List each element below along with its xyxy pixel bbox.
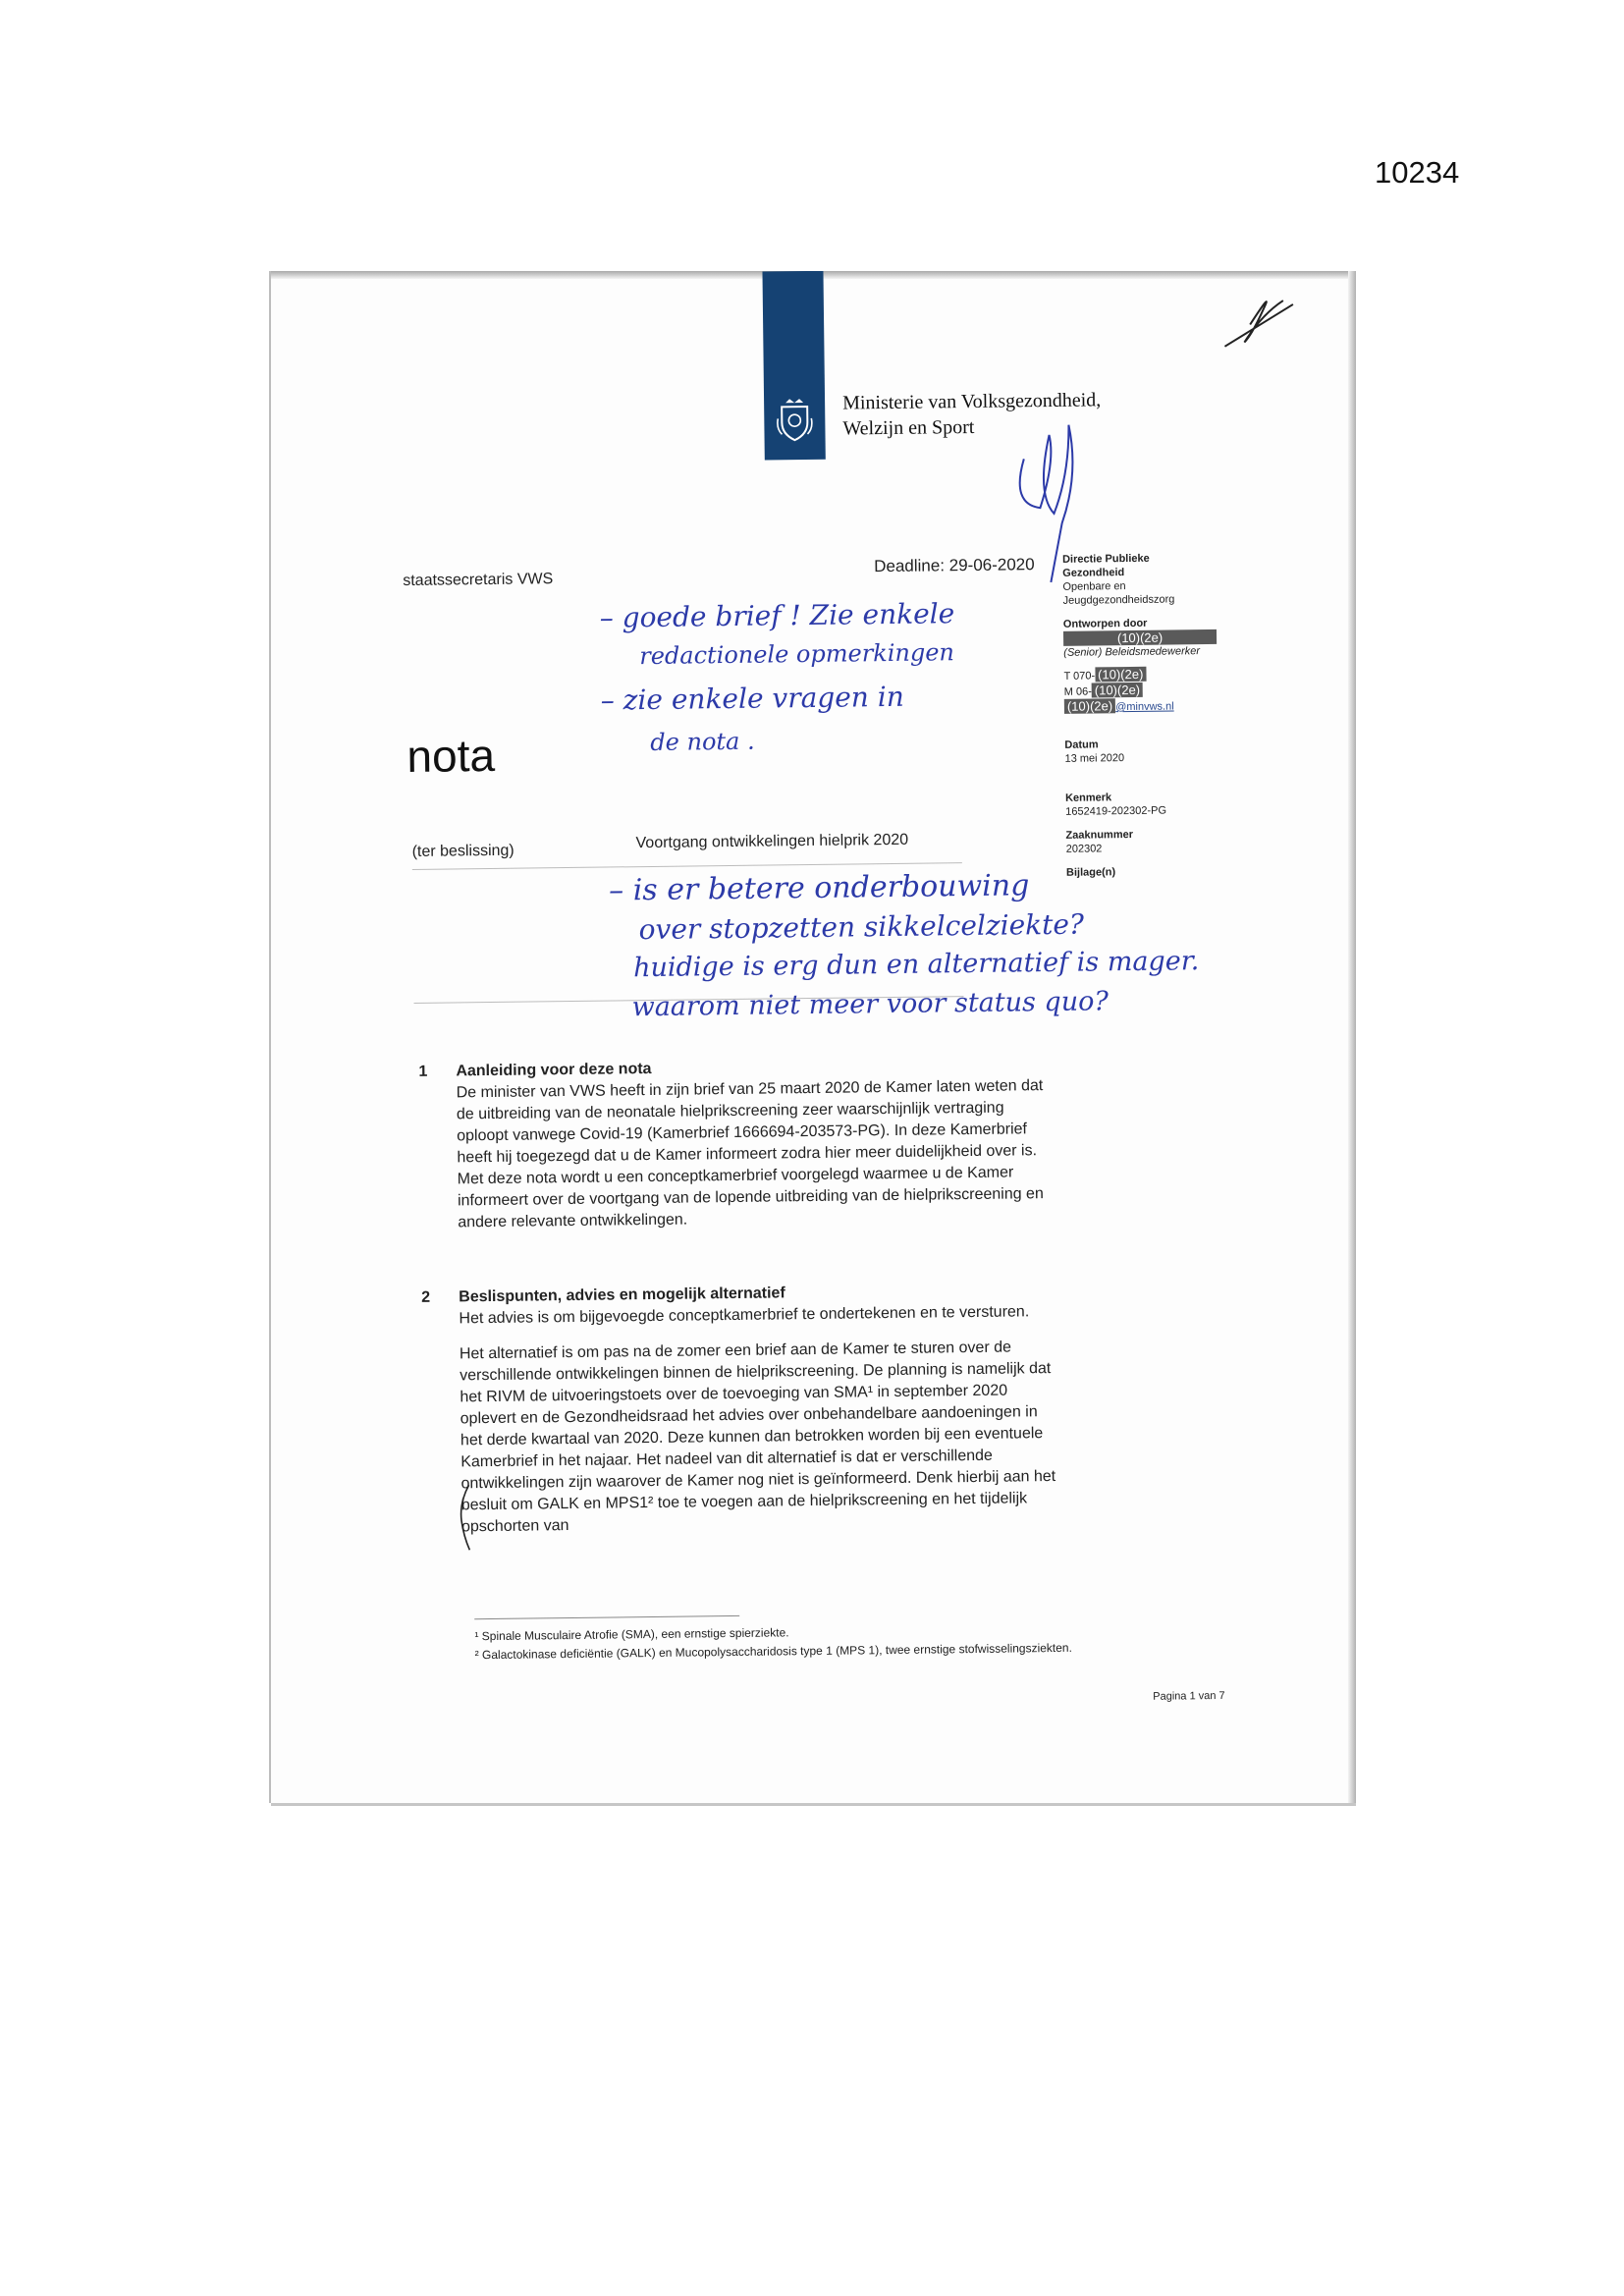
deadline: Deadline: 29-06-2020: [874, 555, 1035, 576]
directorate-line1: Directie Publieke: [1062, 552, 1150, 566]
document-type-title: nota: [406, 729, 496, 783]
section-heading: Beslispunten, advies en mogelijk alternatief: [459, 1285, 785, 1306]
subject-line: Voortgang ontwikkelingen hielprik 2020: [635, 831, 909, 852]
scanned-page: [271, 271, 1356, 1803]
section-number: 1: [418, 1063, 428, 1080]
section-text: De minister van VWS heeft in zijn brief van 25 maart 2020 de Kamer laten weten dat de uitbreiding van de neonatale hielprikscreening zeer waarschijnlijk vertraging oploopt vanwege Covid-19 (Kamerbrief 1666694-203573-PG). In deze Kamerbrief heeft hij toegezegd dat u de Kamer informeert zodra hier meer duidelijkheid over is. Met deze nota wordt u een conceptkamerbrief voorgelegd waarmee u de Kamer informeert over de voortgang van de lopende uitbreiding van de hielprikscreening en andere relevante ontwikkelingen.: [456, 1077, 1044, 1231]
redacted-mobile: (10)(2e): [1092, 683, 1143, 698]
annotation-line1: – goede brief ! Zie enkele: [599, 597, 955, 634]
annotation-q4: waarom niet meer voor status quo?: [631, 986, 1110, 1023]
annotation-q3: huidige is erg dun en alternatief is mager.: [632, 946, 1200, 984]
coat-of-arms-icon: [776, 399, 814, 442]
ministry-name-line2: Welzijn en Sport: [842, 415, 975, 440]
annotation-q2: over stopzetten sikkelcelziekte?: [638, 907, 1085, 947]
sidebar-metadata: [1062, 551, 1243, 890]
mobile-prefix: M 06-: [1063, 685, 1092, 698]
annotation-q1: – is er betere onderbouwing: [608, 868, 1030, 908]
ministry-name-line1: Ministerie van Volksgezondheid,: [841, 389, 1102, 414]
kenmerk-label: Kenmerk: [1064, 792, 1112, 804]
page-count: Pagina 1 van 7: [1153, 1689, 1225, 1703]
directorate-line2: Gezondheid: [1062, 567, 1125, 579]
decision-label: (ter beslissing): [411, 842, 514, 860]
author-role: (Senior) Beleidsmedewerker: [1063, 645, 1201, 659]
divider-bottom: [414, 996, 964, 1004]
page-content: [271, 271, 1356, 1803]
email-row: [1064, 697, 1241, 715]
footnote-divider: [474, 1615, 739, 1619]
annotation-line2: redactionele opmerkingen: [639, 638, 955, 671]
divider-top: [412, 862, 962, 870]
page-number: 10234: [1375, 155, 1460, 190]
date-value: 13 mei 2020: [1064, 752, 1125, 765]
handwritten-annotations: [271, 271, 1356, 1803]
initials-signature: [1224, 301, 1294, 347]
recipient: staatssecretaris VWS: [403, 571, 554, 590]
unit-line2: Jeugdgezondheidszorg: [1062, 593, 1175, 607]
footnote-1: ¹ Spinale Musculaire Atrofie (SMA), een ernstige spierziekte.: [474, 1625, 789, 1644]
email-suffix: @minvws.nl: [1115, 700, 1174, 714]
redacted-email: (10)(2e): [1064, 698, 1115, 714]
section-text: Het advies is om bijgevoegde conceptkamerbrief te ondertekenen en te versturen.: [459, 1303, 1030, 1328]
footnotes: [474, 1620, 1103, 1666]
zaak-label: Zaaknummer: [1065, 828, 1134, 842]
section-heading: Aanleiding voor deze nota: [456, 1060, 652, 1080]
section-1: [418, 1054, 1058, 1234]
alternative-paragraph: Het alternatief is om pas na de zomer een brief aan de Kamer te sturen over de verschillende ontwikkelingen binnen de hielprikscreening. De planning is namelijk dat het RIVM de uitvoeringstoets over de toevoeging van SMA¹ in september 2020 oplevert en de Gezondheidsraad het advies over onbehandelbare aandoeningen in het derde kwartaal van 2020. Deze kunnen dan betrokken worden bij een eventuele Kamerbrief in het najaar. Het nadeel van dit alternatief is dat er verschillende ontwikkelingen zijn waarover de Kamer nog niet is geïnformeerd. Denk hierbij aan het besluit om GALK en MPS1² toe te voegen aan de hielprikscreening en het tijdelijk opschorten van: [459, 1339, 1056, 1536]
bijlage-label: Bijlage(n): [1065, 866, 1116, 879]
zaak-value: 202302: [1065, 843, 1103, 855]
unit-line1: Openbare en: [1062, 580, 1126, 593]
redacted-phone: (10)(2e): [1095, 667, 1146, 683]
designed-by-label: Ontworpen door: [1062, 617, 1148, 630]
kenmerk-value: 1652419-202302-PG: [1065, 804, 1167, 818]
section-number: 2: [421, 1288, 431, 1306]
footnote-2: ² Galactokinase deficiëntie (GALK) en Mucopolysaccharidosis type 1 (MPS 1), twee ernstige stofwisselingsziekten.: [474, 1640, 1072, 1663]
annotation-line4: de nota .: [650, 727, 755, 756]
phone-prefix: T 070-: [1063, 670, 1096, 683]
annotation-line3: – zie enkele vragen in: [600, 680, 904, 717]
ministry-name: [842, 387, 1102, 441]
section-2: [421, 1280, 1062, 1539]
date-label: Datum: [1064, 738, 1099, 751]
redacted-name: (10)(2e): [1063, 629, 1217, 646]
